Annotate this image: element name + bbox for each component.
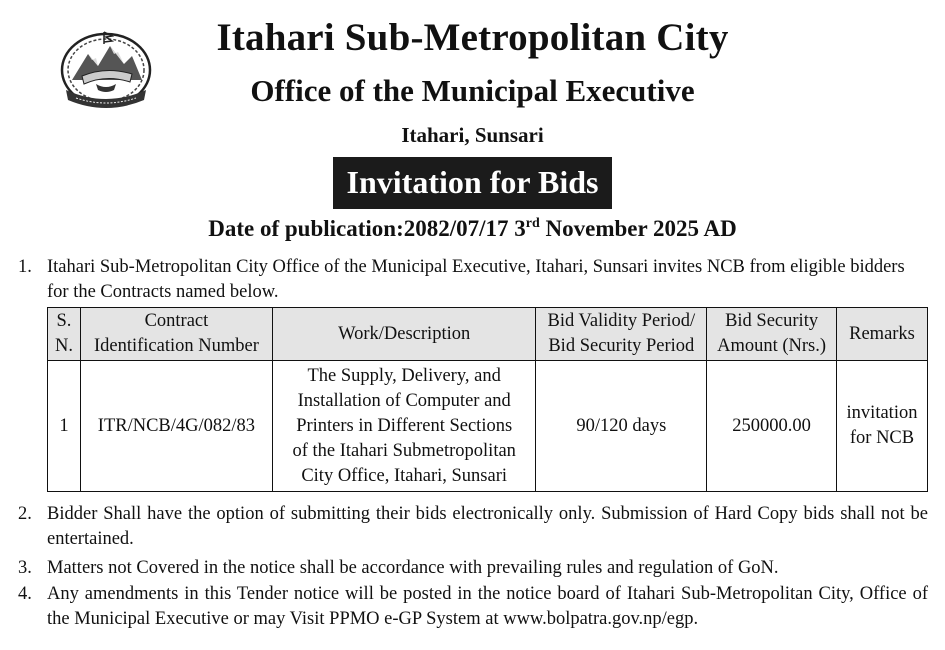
bids-table <box>47 307 928 492</box>
cell-contract-id: ITR/NCB/4G/082/83 <box>80 361 272 492</box>
publication-date <box>0 216 945 242</box>
clause-text: Any amendments in this Tender notice will be posted in the notice board of Itahari Sub-Metropolitan City, Office of the Municipal Executive or may Visit PPMO e-GP System at www.bolpatra.gov.np/egp. <box>47 584 928 629</box>
city-title: Itahari Sub-Metropolitan City <box>216 16 729 59</box>
clause-number: 4. <box>18 584 32 604</box>
clause-text: Matters not Covered in the notice shall be accordance with prevailing rules and regulation of GoN. <box>47 558 779 578</box>
clause-number: 3. <box>18 558 32 578</box>
clause-text: Itahari Sub-Metropolitan City Office of the Municipal Executive, Itahari, Sunsari invites NCB from eligible bidders for the Contracts named below. <box>47 257 905 302</box>
publication-date-ordinal: rd <box>525 216 540 231</box>
clause-number: 2. <box>18 504 32 524</box>
header-bid-security: Bid Security Amount (Nrs.) <box>707 308 837 361</box>
cell-remarks: invitation for NCB <box>837 361 928 492</box>
header-work-description: Work/Description <box>272 308 536 361</box>
clause-1 <box>18 255 928 305</box>
publication-date-main: Date of publication:2082/07/17 3 <box>208 216 526 241</box>
cell-sn: 1 <box>48 361 81 492</box>
office-subtitle: Office of the Municipal Executive <box>250 73 695 108</box>
clause-3 <box>18 556 928 581</box>
cell-validity: 90/120 days <box>536 361 707 492</box>
table-row <box>48 361 928 492</box>
table-header-row <box>48 308 928 361</box>
invitation-banner: Invitation for Bids <box>333 157 613 209</box>
header-sn: S. N. <box>48 308 81 361</box>
cell-description: The Supply, Delivery, and Installation of Computer and Printers in Different Sections of the Itahari Submetropolitan City Office, Itahari, Sunsari <box>272 361 536 492</box>
clause-number: 1. <box>18 257 32 277</box>
publication-date-ad: November 2025 AD <box>539 216 737 241</box>
location-line: Itahari, Sunsari <box>401 123 544 147</box>
header-bid-validity: Bid Validity Period/ Bid Security Period <box>536 308 707 361</box>
header-contract-id: Contract Identification Number <box>80 308 272 361</box>
clause-text: Bidder Shall have the option of submitting their bids electronically only. Submission of Hard Copy bids shall not be entertained. <box>47 504 928 549</box>
clause-4 <box>18 582 928 632</box>
clause-2 <box>18 502 928 552</box>
cell-amount: 250000.00 <box>707 361 837 492</box>
header-remarks: Remarks <box>837 308 928 361</box>
